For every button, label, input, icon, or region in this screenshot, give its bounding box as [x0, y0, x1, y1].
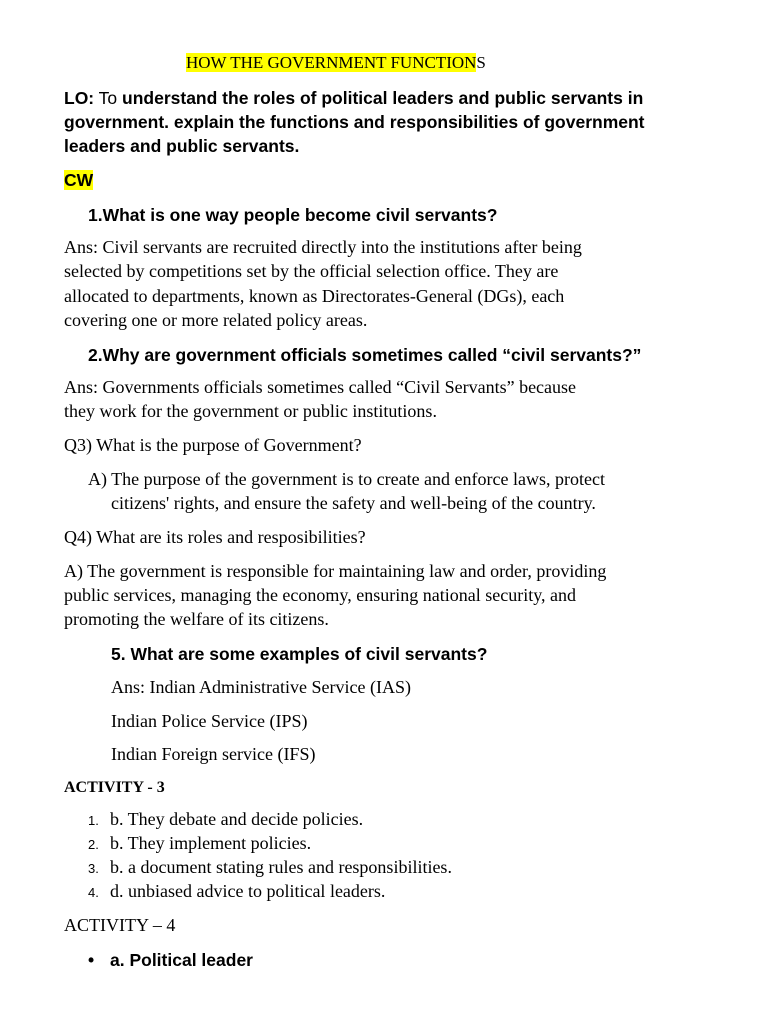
list-number: 1.: [88, 813, 99, 828]
answer-5-line-2: Indian Police Service (IPS): [111, 711, 308, 731]
list-number: 3.: [88, 861, 99, 876]
answer-1-line-4: covering one or more related policy areas.: [64, 310, 368, 330]
page-title: [186, 51, 486, 76]
answer-5-line-1: Ans: Indian Administrative Service (IAS): [111, 677, 411, 697]
question-2: 2.Why are government officials sometimes called “civil servants?”: [88, 345, 642, 365]
activity-4-heading: ACTIVITY – 4: [64, 915, 176, 935]
list-number: 2.: [88, 837, 99, 852]
lo-to: To: [94, 88, 123, 108]
list-text: a. Political leader: [110, 950, 253, 970]
answer-3-line-1: A) The purpose of the government is to create and enforce laws, protect: [88, 469, 605, 489]
answer-1-line-2: selected by competitions set by the official selection office. They are: [64, 261, 559, 281]
learning-objective-line-3: leaders and public servants.: [64, 136, 300, 156]
activity-3-item: [88, 831, 311, 858]
answer-4-line-3: promoting the welfare of its citizens.: [64, 609, 329, 629]
bullet-icon: •: [88, 950, 95, 970]
list-text: b. They implement policies.: [110, 833, 312, 853]
list-text: d. unbiased advice to political leaders.: [110, 881, 386, 901]
cw-label: CW: [64, 170, 94, 190]
answer-1-line-3: allocated to departments, known as Directorates-General (DGs), each: [64, 286, 565, 306]
answer-3-line-2: citizens' rights, and ensure the safety and well-being of the country.: [111, 493, 596, 513]
title-highlighted: HOW THE GOVERNMENT FUNCTION: [186, 53, 477, 72]
learning-objective-line-1: [64, 86, 643, 111]
list-text: b. a document stating rules and responsibilities.: [110, 857, 452, 877]
answer-5-line-3: Indian Foreign service (IFS): [111, 744, 316, 764]
activity-3-item: [88, 855, 452, 882]
list-number: 4.: [88, 885, 99, 900]
learning-objective-line-2: government. explain the functions and responsibilities of government: [64, 112, 645, 132]
answer-2-line-2: they work for the government or public institutions.: [64, 401, 437, 421]
activity-4-item: [88, 948, 253, 973]
lo-text-1: understand the roles of political leaders and public servants in: [122, 88, 644, 108]
lo-label: LO:: [64, 88, 95, 108]
list-text: b. They debate and decide policies.: [110, 809, 364, 829]
cw-heading: [64, 168, 93, 193]
question-4: Q4) What are its roles and resposibilities?: [64, 527, 366, 547]
question-3: Q3) What is the purpose of Government?: [64, 435, 362, 455]
answer-2-line-1: Ans: Governments officials sometimes called “Civil Servants” because: [64, 377, 577, 397]
answer-1-line-1: Ans: Civil servants are recruited directly into the institutions after being: [64, 237, 582, 257]
activity-3-item: [88, 807, 363, 834]
title-tail: S: [476, 53, 486, 72]
question-1: 1.What is one way people become civil servants?: [88, 205, 498, 225]
question-5: 5. What are some examples of civil servants?: [111, 644, 488, 664]
answer-4-line-2: public services, managing the economy, ensuring national security, and: [64, 585, 577, 605]
activity-3-item: [88, 879, 385, 906]
answer-4-line-1: A) The government is responsible for maintaining law and order, providing: [64, 561, 607, 581]
activity-3-heading: ACTIVITY - 3: [64, 779, 165, 796]
